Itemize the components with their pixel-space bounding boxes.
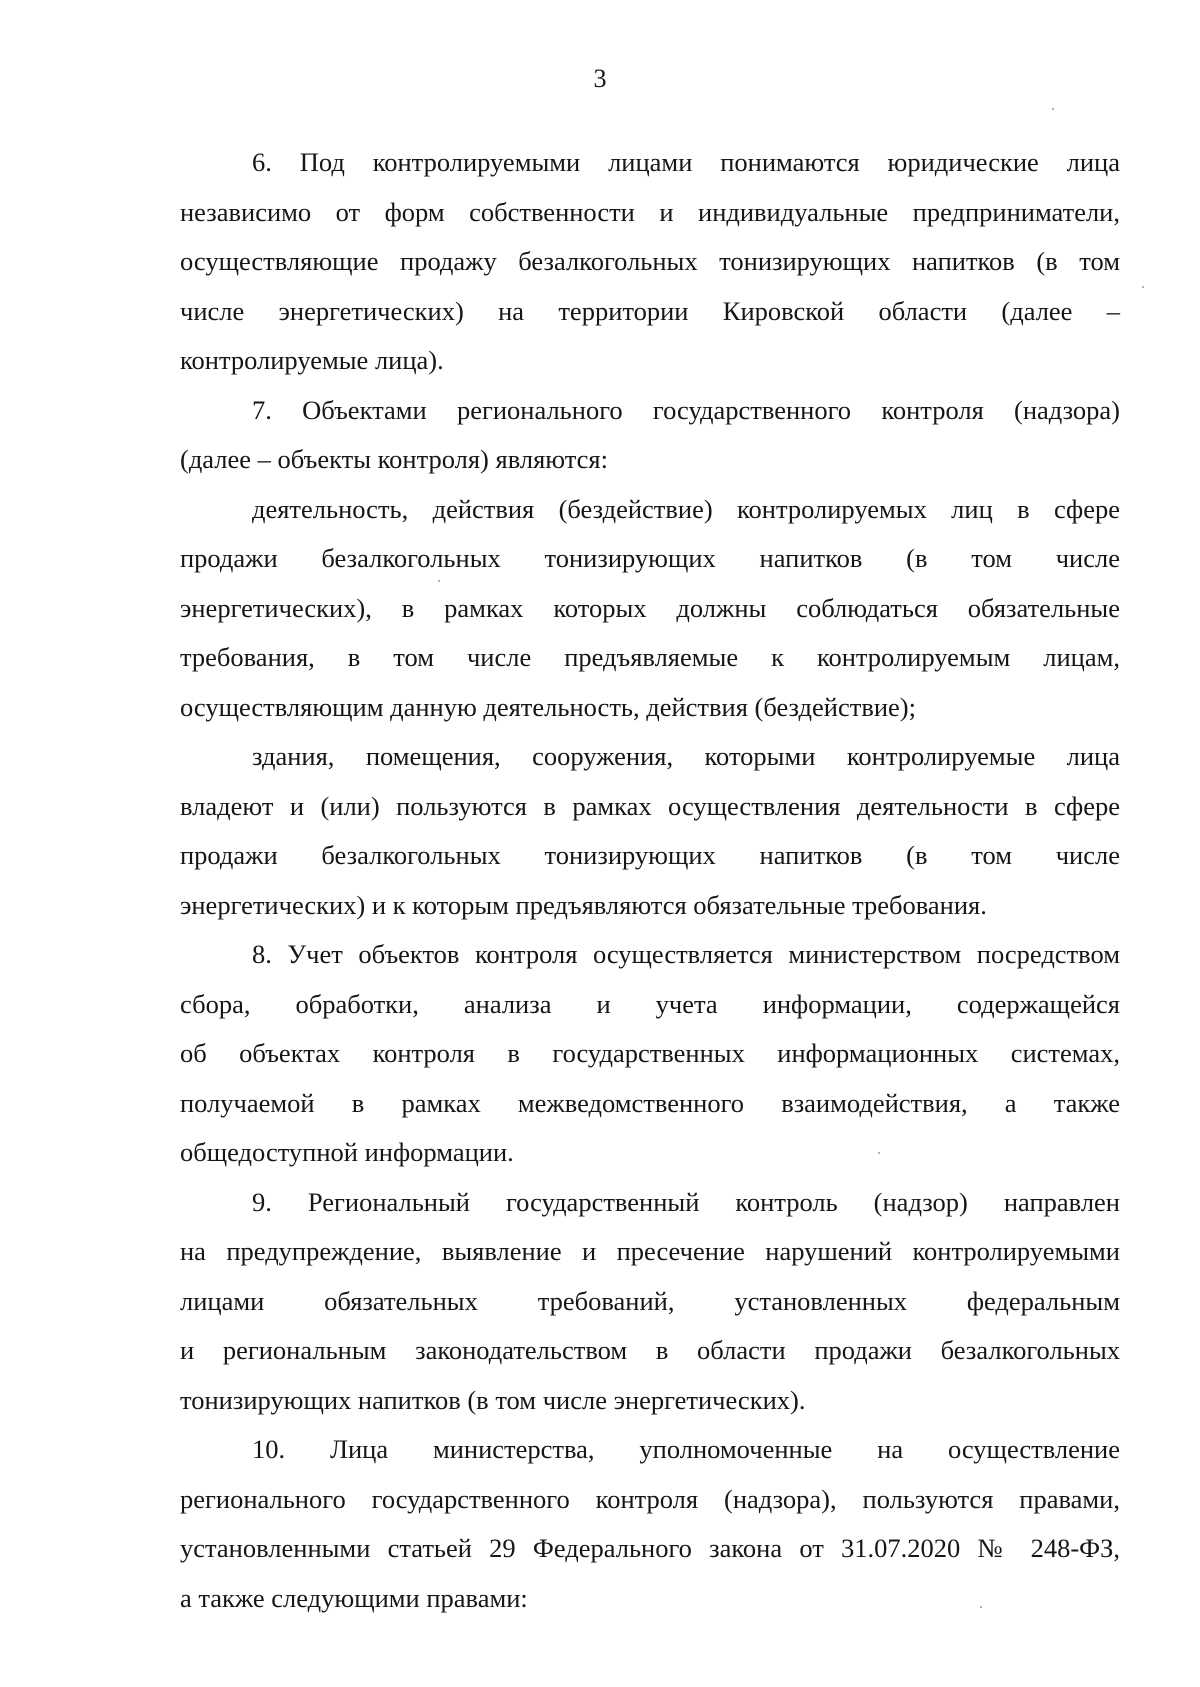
text-line: контролируемые лица). bbox=[180, 345, 444, 375]
text-line: об объектах контроля в государственных информационных системах, bbox=[180, 1038, 1120, 1068]
paragraph-9 bbox=[180, 1178, 1120, 1426]
text-line: лицами обязательных требований, установленных федеральным bbox=[180, 1285, 1120, 1316]
text-line: энергетических), в рамках которых должны соблюдаться обязательные bbox=[180, 592, 1120, 623]
text-line: осуществляющие продажу безалкогольных тонизирующих напитков (в том bbox=[180, 246, 1120, 276]
text-line: независимо от форм собственности и индивидуальные предприниматели, bbox=[180, 196, 1120, 227]
text-line: а также следующими правами: bbox=[180, 1582, 528, 1613]
text-line: энергетических) и к которым предъявляются обязательные требования. bbox=[180, 889, 987, 920]
text-line: (далее – объекты контроля) являются: bbox=[180, 444, 608, 474]
paragraph-7 bbox=[180, 386, 1120, 485]
text-line: сбора, обработки, анализа и учета информации, содержащейся bbox=[180, 988, 1120, 1019]
text-line: тонизирующих напитков (в том числе энергетических). bbox=[180, 1384, 806, 1415]
scan-speck bbox=[438, 580, 440, 582]
text-line: общедоступной информации. bbox=[180, 1137, 514, 1167]
scan-speck bbox=[1052, 108, 1054, 110]
text-line: 6. Под контролируемыми лицами понимаются юридические лица bbox=[252, 147, 1120, 177]
text-line: числе энергетических) на территории Кировской области (далее – bbox=[180, 295, 1120, 326]
paragraph-10 bbox=[180, 1425, 1120, 1623]
page-number: 3 bbox=[593, 64, 607, 93]
text-line: деятельность, действия (бездействие) контролируемых лиц в сфере bbox=[252, 493, 1120, 524]
document-body bbox=[180, 138, 1120, 1623]
text-line: здания, помещения, сооружения, которыми контролируемые лица bbox=[252, 741, 1120, 771]
text-line: продажи безалкогольных тонизирующих напитков (в том числе bbox=[180, 543, 1120, 573]
text-line: 9. Региональный государственный контроль (надзор) направлен bbox=[252, 1186, 1120, 1217]
text-line: и региональным законодательством в области продажи безалкогольных bbox=[180, 1335, 1120, 1365]
text-line: регионального государственного контроля (надзора), пользуются правами, bbox=[180, 1483, 1120, 1514]
text-line: получаемой в рамках межведомственного взаимодействия, а также bbox=[180, 1087, 1120, 1118]
text-line: требования, в том числе предъявляемые к контролируемым лицам, bbox=[180, 642, 1120, 672]
paragraph-7-buildings bbox=[180, 732, 1120, 930]
text-line: установленными статьей 29 Федерального закона от 31.07.2020 № 248-ФЗ, bbox=[180, 1533, 1120, 1563]
scan-speck bbox=[980, 1606, 982, 1608]
paragraph-7-activity bbox=[180, 485, 1120, 733]
paragraph-6 bbox=[180, 138, 1120, 386]
scan-speck bbox=[878, 1152, 880, 1154]
text-line: 8. Учет объектов контроля осуществляется министерством посредством bbox=[252, 939, 1120, 969]
text-line: на предупреждение, выявление и пресечение нарушений контролируемыми bbox=[180, 1236, 1120, 1266]
text-line: 7. Объектами регионального государственного контроля (надзора) bbox=[252, 394, 1120, 425]
paragraph-8 bbox=[180, 930, 1120, 1178]
text-line: 10. Лица министерства, уполномоченные на осуществление bbox=[252, 1434, 1120, 1464]
text-line: осуществляющим данную деятельность, действия (бездействие); bbox=[180, 691, 916, 722]
text-line: владеют и (или) пользуются в рамках осуществления деятельности в сфере bbox=[180, 790, 1120, 821]
scan-speck bbox=[1142, 286, 1144, 288]
text-line: продажи безалкогольных тонизирующих напитков (в том числе bbox=[180, 840, 1120, 870]
